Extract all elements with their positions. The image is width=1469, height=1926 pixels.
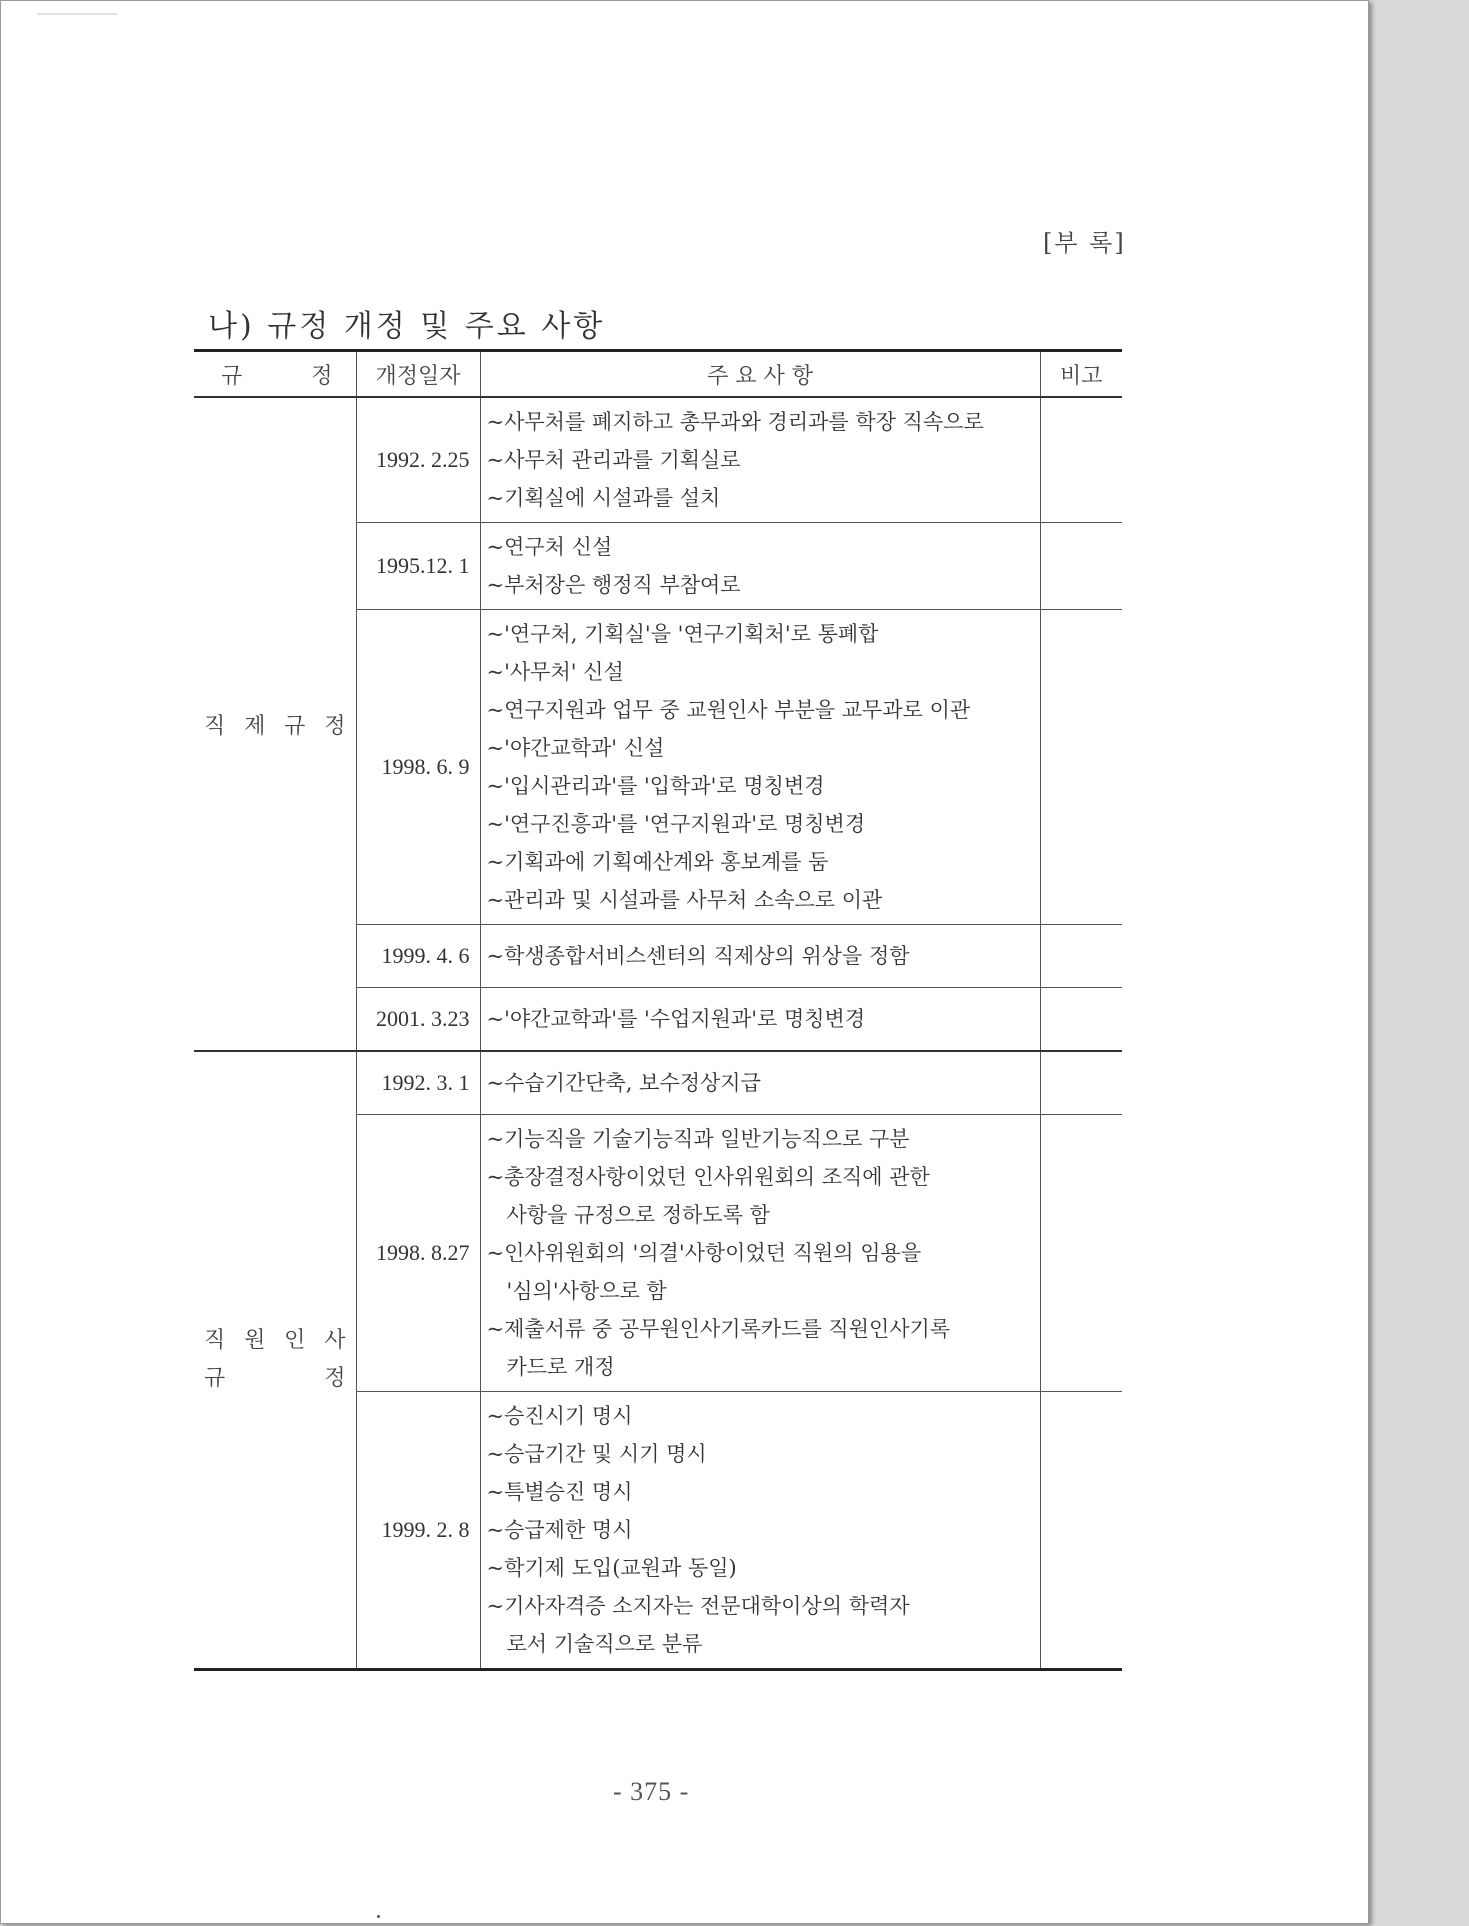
list-item: 사항을 규정으로 정하도록 함 [506, 1203, 770, 1227]
list-item: ~'야간교학과'를 '수업지원과'로 명칭변경 [486, 1007, 866, 1031]
list-item: ~기획실에 시설과를 설치 [486, 486, 721, 510]
list-item: ~'사무처' 신설 [486, 660, 624, 684]
list-item: ~특별승진 명시 [486, 1480, 633, 1504]
table-row [194, 1051, 1122, 1115]
list-item: ~'연구진흥과'를 '연구지원과'로 명칭변경 [486, 812, 866, 836]
list-item: ~연구처 신설 [486, 535, 613, 559]
list-item: ~연구지원과 업무 중 교원인사 부분을 교무과로 이관 [486, 698, 971, 722]
list-item: ~'연구처, 기획실'을 '연구기획처'로 통폐합 [486, 622, 879, 646]
list-item: 로서 기술직으로 분류 [506, 1632, 703, 1656]
revision-items [480, 610, 1040, 925]
revision-items [480, 925, 1040, 988]
scan-artifact [37, 13, 117, 15]
note-cell [1040, 925, 1122, 988]
note-cell [1040, 523, 1122, 610]
revision-date: 1995.12. 1 [356, 523, 480, 610]
list-item: ~'입시관리과'를 '입학과'로 명칭변경 [486, 774, 825, 798]
table-row [194, 397, 1122, 523]
table-header-row [194, 351, 1122, 398]
revision-items [480, 523, 1040, 610]
list-item: ~사무처를 폐지하고 총무과와 경리과를 학장 직속으로 [486, 410, 984, 434]
appendix-header: [부 록] [1043, 229, 1126, 257]
list-item: ~사무처 관리과를 기획실로 [486, 448, 741, 472]
revision-items [480, 1115, 1040, 1392]
list-item: ~수습기간단축, 보수정상지급 [486, 1071, 761, 1095]
list-item: ~관리과 및 시설과를 사무처 소속으로 이관 [486, 888, 883, 912]
regulation-cell: 직 제 규 정 [194, 397, 356, 1051]
revision-date: 2001. 3.23 [356, 988, 480, 1052]
list-item: ~학기제 도입(교원과 동일) [486, 1556, 737, 1580]
header-note: 비고 [1040, 351, 1122, 398]
revision-date: 1992. 3. 1 [356, 1051, 480, 1115]
list-item: ~학생종합서비스센터의 직제상의 위상을 정함 [486, 944, 910, 968]
list-item: ~총장결정사항이었던 인사위원회의 조직에 관한 [486, 1165, 930, 1189]
revision-items [480, 397, 1040, 523]
list-item: ~인사위원회의 '의결'사항이었던 직원의 임용을 [486, 1241, 922, 1265]
list-item: ~승급제한 명시 [486, 1518, 633, 1542]
note-cell [1040, 610, 1122, 925]
list-item: ~부처장은 행정직 부참여로 [486, 573, 741, 597]
revision-items [480, 1392, 1040, 1670]
revision-date: 1998. 6. 9 [356, 610, 480, 925]
revision-items [480, 988, 1040, 1052]
revision-table [194, 349, 1122, 1671]
section-title: 나) 규정 개정 및 주요 사항 [208, 309, 606, 344]
header-date: 개정일자 [356, 351, 480, 398]
header-regulation: 규 정 [194, 351, 356, 398]
list-item: 카드로 개정 [506, 1355, 615, 1379]
note-cell [1040, 1051, 1122, 1115]
note-cell [1040, 988, 1122, 1052]
list-item: ~승진시기 명시 [486, 1404, 633, 1428]
list-item: ~기사자격증 소지자는 전문대학이상의 학력자 [486, 1594, 910, 1618]
revision-items [480, 1051, 1040, 1115]
list-item: ~기능직을 기술기능직과 일반기능직으로 구분 [486, 1127, 910, 1151]
note-cell [1040, 1392, 1122, 1670]
revision-date: 1999. 2. 8 [356, 1392, 480, 1670]
list-item: ~승급기간 및 시기 명시 [486, 1442, 707, 1466]
revision-date: 1992. 2.25 [356, 397, 480, 523]
regulation-cell: 직 원 인 사 규 정 [194, 1051, 356, 1670]
list-item: ~제출서류 중 공무원인사기록카드를 직원인사기록 [486, 1317, 951, 1341]
revision-date: 1999. 4. 6 [356, 925, 480, 988]
list-item: '심의'사항으로 함 [506, 1279, 667, 1303]
page-number: - 375 - [613, 1777, 690, 1806]
note-cell [1040, 1115, 1122, 1392]
list-item: ~'야간교학과' 신설 [486, 736, 665, 760]
revision-date: 1998. 8.27 [356, 1115, 480, 1392]
list-item: ~기획과에 기획예산계와 홍보계를 둠 [486, 850, 829, 874]
header-items: 주 요 사 항 [480, 351, 1040, 398]
note-cell [1040, 397, 1122, 523]
scan-speck [377, 1915, 380, 1918]
